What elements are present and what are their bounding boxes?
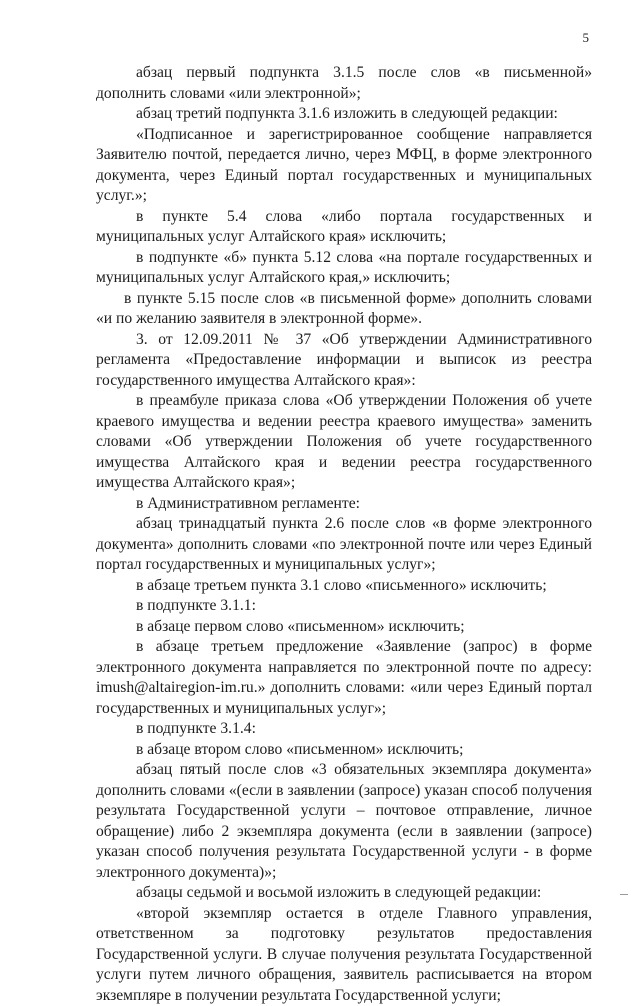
- paragraph: в абзаце третьем пункта 3.1 слово «письменного» исключить;: [96, 576, 592, 597]
- document-body: [96, 63, 592, 1006]
- paragraph: в пункте 5.15 после слов «в письменной форме» дополнить словами «и по желанию заявителя в электронной форме».: [96, 289, 592, 330]
- paragraph: в подпункте «б» пункта 5.12 слова «на портале государственных и муниципальных услуг Алтайского края,» исключить;: [96, 248, 592, 289]
- paragraph: абзац третий подпункта 3.1.6 изложить в следующей редакции:: [96, 104, 592, 125]
- paragraph: в подпункте 3.1.1:: [96, 596, 592, 617]
- paragraph: в абзаце первом слово «письменном» исключить;: [96, 617, 592, 638]
- paragraph: 3. от 12.09.2011 № 37 «Об утверждении Административного регламента «Предоставление информации и выписок из реестра государственного имущества Алтайского края»:: [96, 330, 592, 392]
- paragraph: абзац первый подпункта 3.1.5 после слов «в письменной» дополнить словами «или электронной»;: [96, 63, 592, 104]
- paragraph: в пункте 5.4 слова «либо портала государственных и муниципальных услуг Алтайского края» исключить;: [96, 207, 592, 248]
- paragraph: абзац тринадцатый пункта 2.6 после слов «в форме электронного документа» дополнить словами «по электронной почте или через Единый портал государственных и муниципальных услуг»;: [96, 514, 592, 576]
- paragraph: в подпункте 3.1.4:: [96, 719, 592, 740]
- paragraph: абзац пятый после слов «3 обязательных экземпляра документа» дополнить словами «(если в заявлении (запросе) указан способ получения результата Государственной услуги – почтовое отправление, личное обращение) либо 2 экземпляра документа (если в заявлении (запросе) указан способ получения результата Государственной услуги - в форме электронного документа)»;: [96, 760, 592, 883]
- paragraph: абзацы седьмой и восьмой изложить в следующей редакции:: [96, 883, 592, 904]
- page-number: 5: [583, 30, 590, 45]
- paragraph: в абзаце втором слово «письменном» исключить;: [96, 740, 592, 761]
- paragraph: в Административном регламенте:: [96, 494, 592, 515]
- paragraph: «Подписанное и зарегистрированное сообщение направляется Заявителю почтой, передается лично, через МФЦ, в форме электронного документа, через Единый портал государственных и муниципальных услуг.»;: [96, 125, 592, 207]
- paragraph: в абзаце третьем предложение «Заявление (запрос) в форме электронного документа направляется по электронной почте по адресу: imush@altairegion-im.ru.» дополнить словами: «или через Единый портал государственных и муниципальных услуг»;: [96, 637, 592, 719]
- paragraph: в преамбуле приказа слова «Об утверждении Положения об учете краевого имущества и ведении реестра краевого имущества» заменить словами «Об утверждении Положения об учете государственного имущества Алтайского края и ведении реестра государственного имущества Алтайского края»;: [96, 391, 592, 494]
- paragraph: «второй экземпляр остается в отделе Главного управления, ответственном за подготовку результатов предоставления Государственной услуги. В случае получения результата Государственной услуги путем личного обращения, заявитель расписывается на втором экземпляре в получении результата Государственной услуги;: [96, 904, 592, 1006]
- scan-mark: [620, 894, 628, 895]
